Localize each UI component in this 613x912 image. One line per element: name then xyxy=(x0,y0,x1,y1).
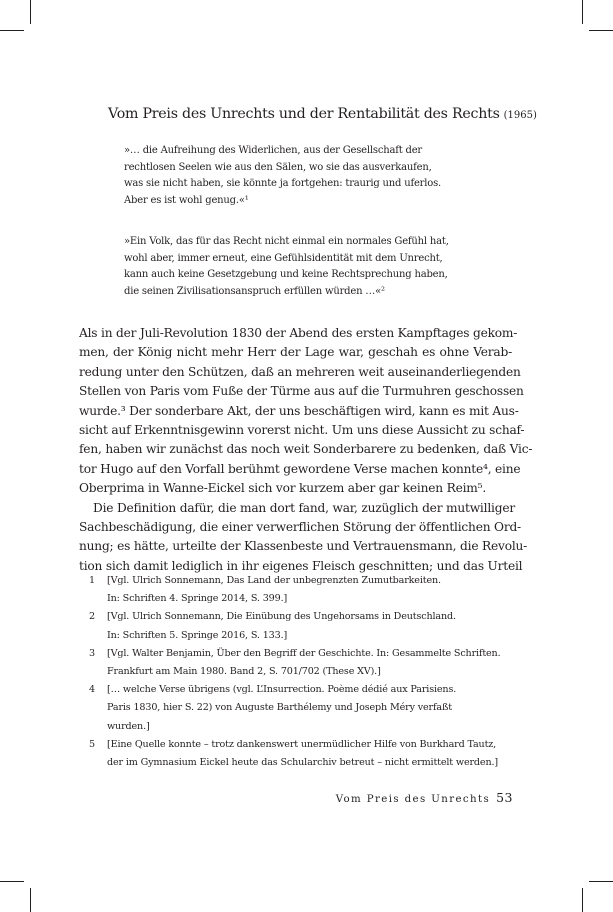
body-text xyxy=(79,324,533,576)
running-footer xyxy=(336,790,513,805)
text-line: Stellen von Paris vom Fuße der Türme aus auf die Turmuhren geschossen xyxy=(79,384,524,399)
footnote-2 xyxy=(89,608,514,644)
epigraph-line: wohl aber, immer erneut, eine Gefühlsidentität mit dem Unrecht, xyxy=(124,252,443,264)
epigraph-line: rechtlosen Seelen wie aus den Sälen, wo sie das ausverkaufen, xyxy=(124,161,432,173)
text-line: fen, haben wir zunächst das noch weit Sonderbarere zu bedenken, daß Vic- xyxy=(79,442,533,457)
chapter-title xyxy=(108,104,537,126)
text-line: Oberprima in Wanne-Eickel sich vor kurzem aber gar keinen Reim⁵. xyxy=(79,481,487,496)
paragraph-2 xyxy=(79,499,528,577)
epigraph-2 xyxy=(124,234,484,300)
footnotes xyxy=(89,572,514,772)
footnote-line: der im Gymnasium Eickel heute das Schularchiv betreut – nicht ermittelt werden.] xyxy=(107,757,498,769)
epigraph-line: Aber es ist wohl genug.«¹ xyxy=(124,194,249,206)
footnote-line: In: Schriften 4. Springe 2014, S. 399.] xyxy=(107,593,288,605)
footnote-line: [Eine Quelle konnte – trotz dankenswert unermüdlicher Hilfe von Burkhard Tautz, xyxy=(107,738,497,750)
text-line: tor Hugo auf den Vorfall berühmt gewordene Verse machen konnte⁴, eine xyxy=(79,461,521,476)
footnote-line: Paris 1830, hier S. 22) von Auguste Barthélemy und Joseph Méry verfaßt xyxy=(107,702,452,714)
footnote-number: 3 xyxy=(89,647,95,659)
crop-mark xyxy=(589,30,613,31)
running-title: Vom Preis des Unrechts xyxy=(335,794,491,805)
footnote-line: In: Schriften 5. Springe 2016, S. 133.] xyxy=(107,629,288,641)
text-line: Die Definition dafür, die man dort fand, war, zuzüglich der mutwilliger xyxy=(93,500,515,515)
footnote-line: [Vgl. Walter Benjamin, Über den Begriff der Geschichte. In: Gesammelte Schriften. xyxy=(107,647,501,659)
epigraph-line: die seinen Zivilisationsanspruch erfüllen würden …«² xyxy=(124,285,385,297)
epigraph-line: kann auch keine Gesetzgebung und keine Rechtsprechung haben, xyxy=(124,269,448,281)
text-line: Als in der Juli-Revolution 1830 der Abend des ersten Kampftages gekom- xyxy=(79,326,518,340)
paragraph-1 xyxy=(79,324,533,499)
footnote-4 xyxy=(89,681,514,736)
chapter-title-text: Vom Preis des Unrechts und der Rentabilität des Rechts xyxy=(108,106,500,122)
footnote-1 xyxy=(89,572,514,608)
footnote-number: 5 xyxy=(89,738,95,750)
chapter-year: (1965) xyxy=(503,110,537,121)
footnote-3 xyxy=(89,645,514,681)
text-line: Sachbeschädigung, die einer verwerflichen Störung der öffentlichen Ord- xyxy=(79,520,521,535)
footnote-line: wurden.] xyxy=(107,720,150,732)
text-line: nung; es hätte, urteilte der Klassenbeste und Vertrauensmann, die Revolu- xyxy=(79,539,528,554)
text-line: wurde.³ Der sonderbare Akt, der uns beschäftigen wird, kann es mit Aus- xyxy=(79,403,519,418)
text-line: tion sich damit lediglich in ihr eigenes Fleisch geschnitten; und das Urteil xyxy=(79,558,523,573)
footnote-line: [Vgl. Ulrich Sonnemann, Die Einübung des Ungehorsams in Deutschland. xyxy=(107,611,456,623)
crop-mark xyxy=(589,881,613,882)
footnote-number: 1 xyxy=(89,575,95,586)
crop-mark xyxy=(30,888,31,912)
footnote-5 xyxy=(89,736,514,772)
footnote-number: 4 xyxy=(89,684,95,696)
footnote-number: 2 xyxy=(89,611,95,623)
epigraph-line: was sie nicht haben, sie könnte ja fortgehen: traurig und uferlos. xyxy=(124,178,441,190)
text-line: men, der König nicht mehr Herr der Lage war, geschah es ohne Verab- xyxy=(79,345,512,360)
crop-mark xyxy=(30,0,31,24)
text-line: sicht auf Erkenntnisgewinn vorerst nicht. Um uns diese Aussicht zu schaf- xyxy=(79,423,525,438)
crop-mark xyxy=(0,30,24,31)
text-line: redung unter den Schützen, daß an mehreren weit auseinanderliegenden xyxy=(79,364,521,379)
epigraph-line: »… die Aufreihung des Widerlichen, aus der Gesellschaft der xyxy=(124,145,423,156)
footnote-line: [… welche Verse übrigens (vgl. L’Insurrection. Poème dédié aux Parisiens. xyxy=(107,684,457,696)
crop-mark xyxy=(582,0,583,24)
footnote-line: [Vgl. Ulrich Sonnemann, Das Land der unbegrenzten Zumutbarkeiten. xyxy=(107,575,441,586)
footnote-line: Frankfurt am Main 1980. Band 2, S. 701/702 (These XV).] xyxy=(107,666,381,678)
crop-mark xyxy=(0,881,24,882)
crop-mark xyxy=(582,888,583,912)
page-number: 53 xyxy=(496,790,513,805)
epigraph-1 xyxy=(124,143,484,209)
epigraph-line: »Ein Volk, das für das Recht nicht einmal ein normales Gefühl hat, xyxy=(124,236,449,247)
